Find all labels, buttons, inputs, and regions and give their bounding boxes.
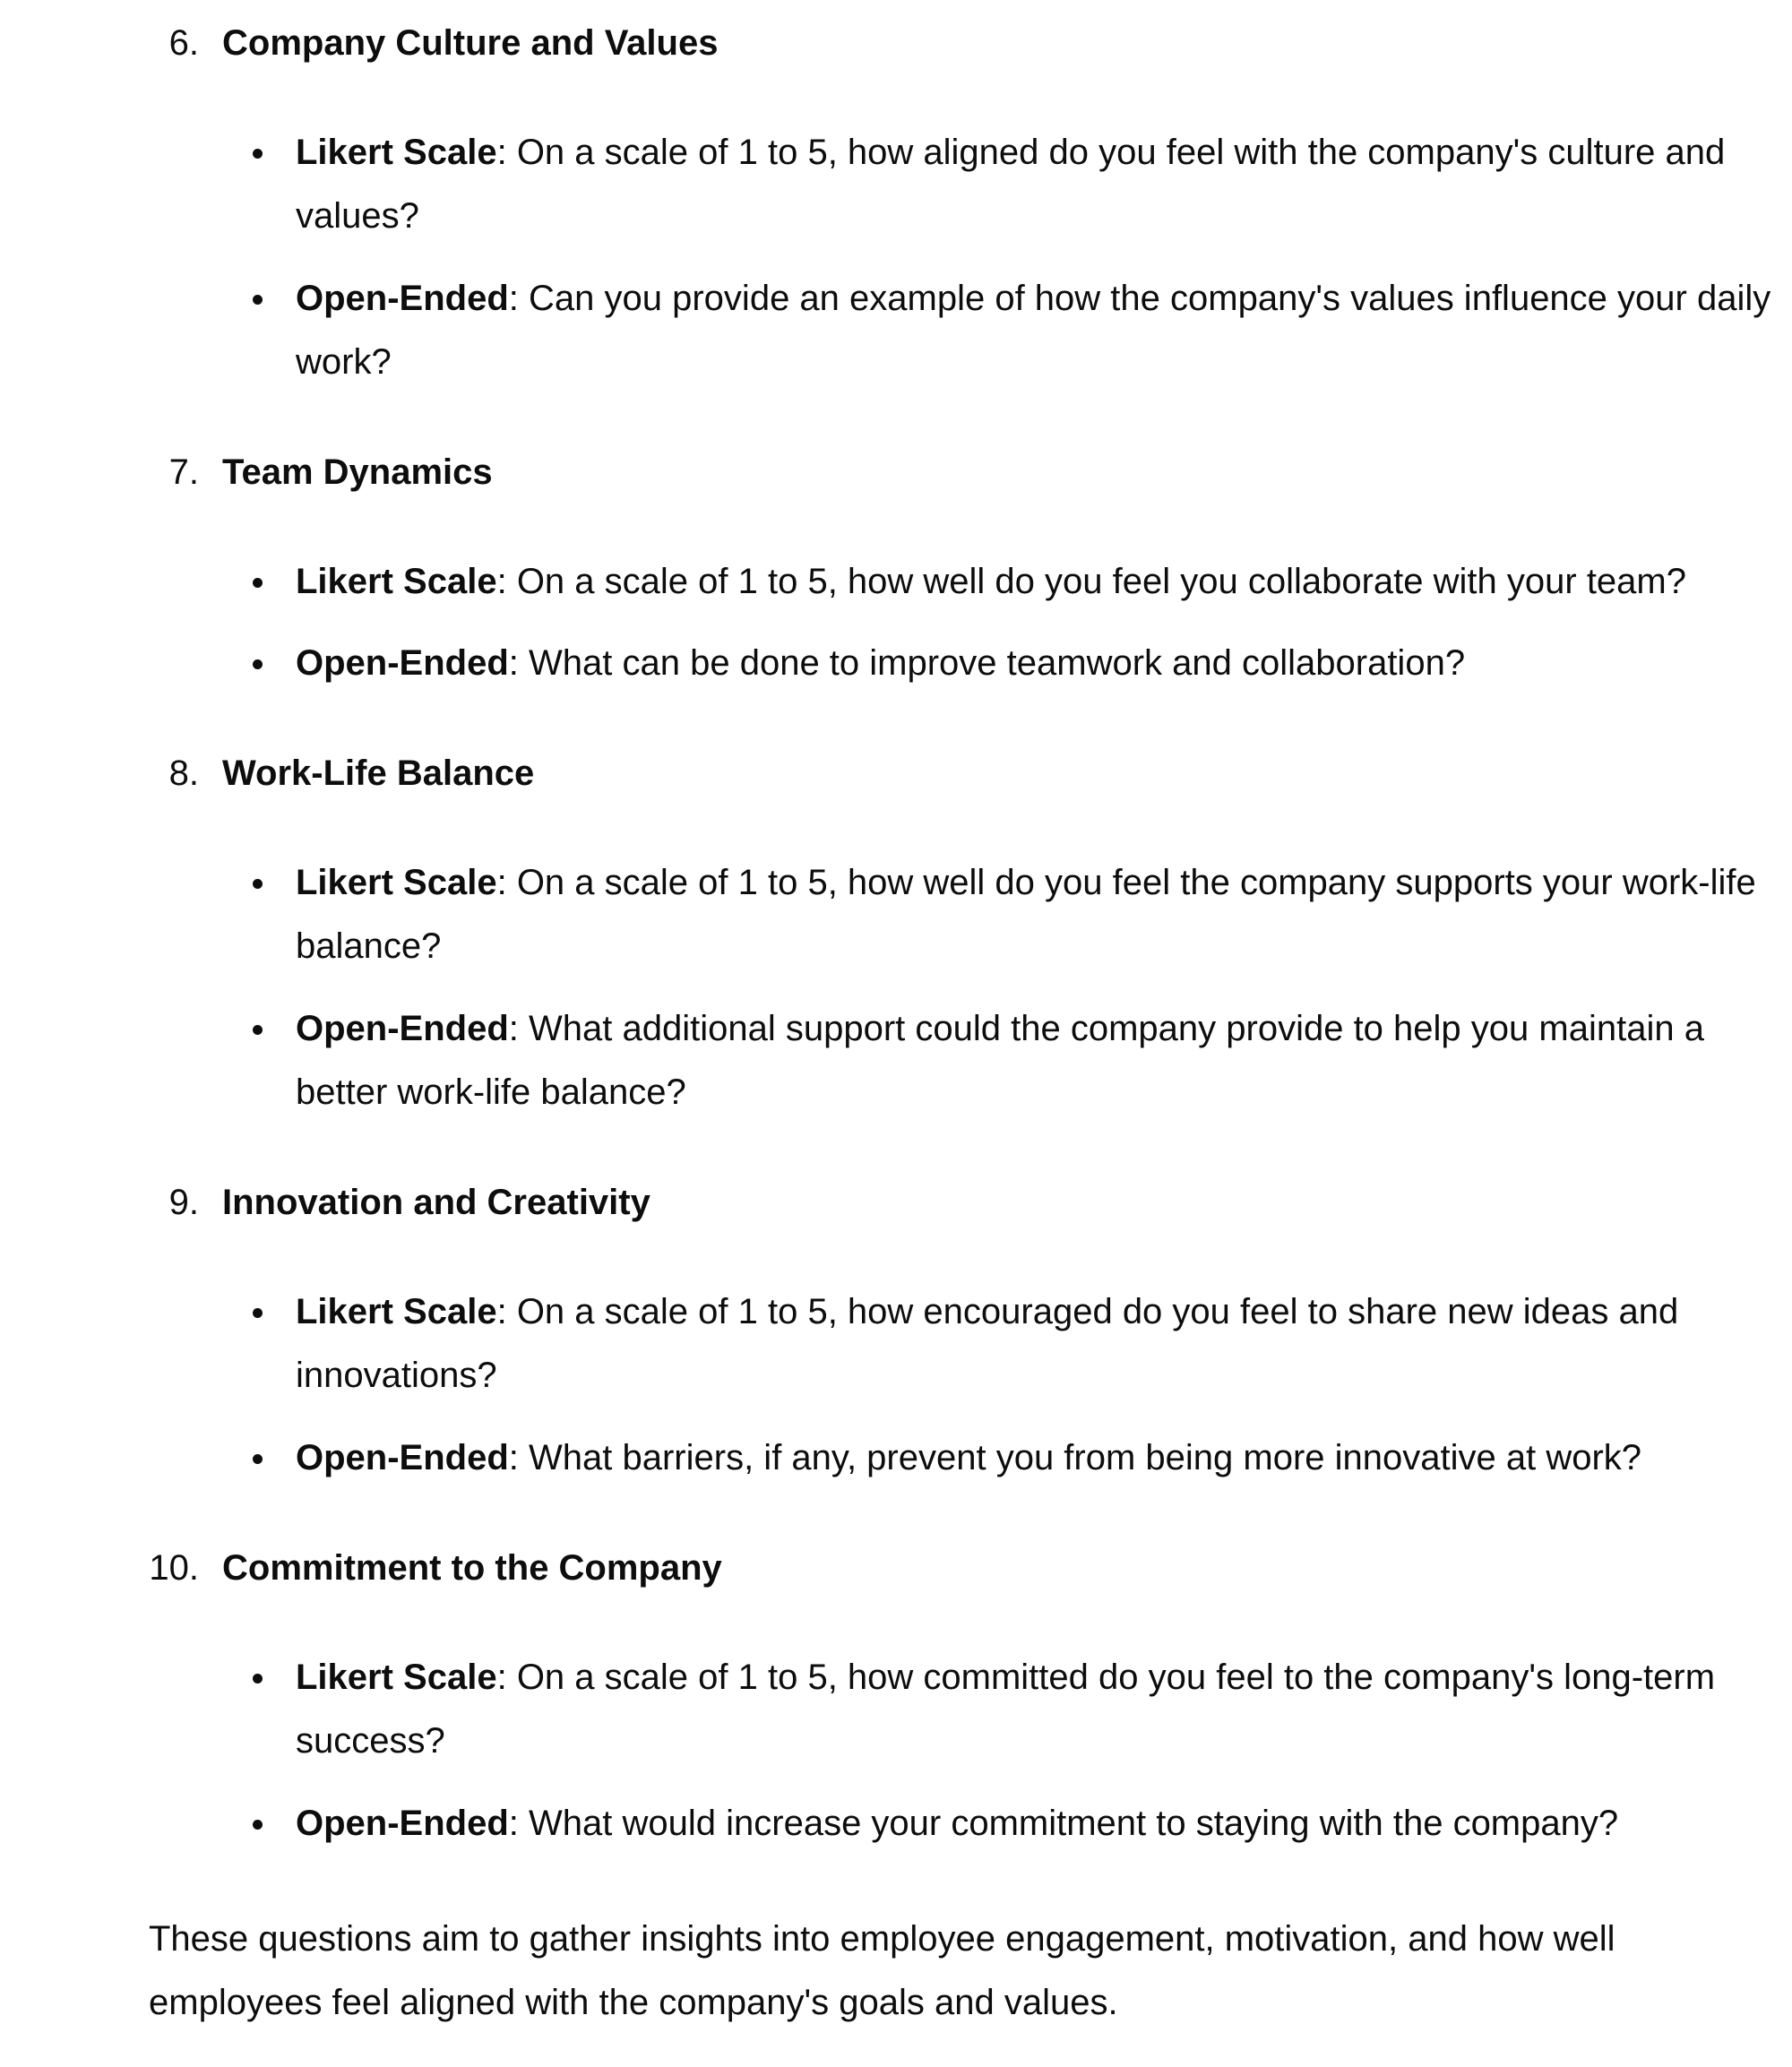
list-item bbox=[296, 1280, 1774, 1408]
bullet-icon bbox=[253, 578, 263, 588]
list-item bbox=[296, 121, 1774, 248]
list-item bbox=[296, 632, 1774, 695]
section-number: 10. bbox=[149, 1548, 199, 1588]
item-separator: : bbox=[508, 279, 519, 318]
bullet-icon bbox=[253, 295, 263, 305]
item-separator: : bbox=[508, 643, 519, 683]
item-text: On a scale of 1 to 5, how committed do you feel to the company's long-term success? bbox=[296, 1658, 1716, 1761]
section-title: Team Dynamics bbox=[222, 452, 493, 492]
item-separator: : bbox=[496, 562, 507, 601]
section-number: 6. bbox=[168, 23, 199, 63]
list-item bbox=[296, 1646, 1774, 1773]
item-label: Open-Ended bbox=[296, 1804, 509, 1843]
item-label: Likert Scale bbox=[296, 863, 497, 902]
section-number: 8. bbox=[168, 754, 199, 793]
item-text: What can be done to improve teamwork and collaboration? bbox=[518, 643, 1466, 683]
item-label: Likert Scale bbox=[296, 1292, 497, 1331]
section-number: 7. bbox=[168, 452, 199, 492]
bullet-icon bbox=[253, 1308, 263, 1318]
item-label: Open-Ended bbox=[296, 1009, 509, 1048]
item-separator: : bbox=[496, 133, 507, 172]
section-number: 9. bbox=[168, 1183, 199, 1222]
item-separator: : bbox=[496, 863, 507, 902]
bullet-icon bbox=[253, 1454, 263, 1464]
bullet-icon bbox=[253, 659, 263, 669]
list-item bbox=[296, 1426, 1774, 1490]
item-label: Likert Scale bbox=[296, 1658, 497, 1697]
bullet-icon bbox=[253, 1025, 263, 1035]
bullet-icon bbox=[253, 1820, 263, 1830]
section-title: Innovation and Creativity bbox=[222, 1183, 650, 1222]
bullet-icon bbox=[253, 149, 263, 159]
list-item bbox=[296, 550, 1774, 614]
item-text: Can you provide an example of how the company's values influence your daily work? bbox=[296, 279, 1771, 382]
item-label: Open-Ended bbox=[296, 279, 509, 318]
section-title: Work-Life Balance bbox=[222, 754, 535, 793]
list-item bbox=[296, 267, 1774, 394]
list-item bbox=[296, 1792, 1774, 1856]
item-separator: : bbox=[508, 1009, 519, 1048]
list-item bbox=[296, 851, 1774, 978]
item-separator: : bbox=[508, 1804, 519, 1843]
item-text: What additional support could the company provide to help you maintain a better work-life balance? bbox=[296, 1009, 1704, 1112]
bullet-icon bbox=[253, 879, 263, 889]
section-title: Commitment to the Company bbox=[222, 1548, 722, 1588]
item-text: What barriers, if any, prevent you from being more innovative at work? bbox=[518, 1438, 1642, 1477]
closing-paragraph: These questions aim to gather insights into employee engagement, motivation, and how well employees feel aligned with the company's goals and values. bbox=[149, 1919, 1615, 2022]
item-label: Open-Ended bbox=[296, 1438, 509, 1477]
item-separator: : bbox=[508, 1438, 519, 1477]
item-label: Open-Ended bbox=[296, 643, 509, 683]
item-separator: : bbox=[496, 1658, 507, 1697]
bullet-icon bbox=[253, 1674, 263, 1684]
item-label: Likert Scale bbox=[296, 133, 497, 172]
section-title: Company Culture and Values bbox=[222, 23, 719, 63]
list-item bbox=[296, 997, 1774, 1124]
item-label: Likert Scale bbox=[296, 562, 497, 601]
item-text: What would increase your commitment to staying with the company? bbox=[518, 1804, 1619, 1843]
item-separator: : bbox=[496, 1292, 507, 1331]
item-text: On a scale of 1 to 5, how aligned do you feel with the company's culture and values? bbox=[296, 133, 1726, 236]
item-text: On a scale of 1 to 5, how well do you feel you collaborate with your team? bbox=[506, 562, 1686, 601]
item-text: On a scale of 1 to 5, how well do you feel the company supports your work-life balance? bbox=[296, 863, 1756, 966]
item-text: On a scale of 1 to 5, how encouraged do you feel to share new ideas and innovations? bbox=[296, 1292, 1679, 1395]
